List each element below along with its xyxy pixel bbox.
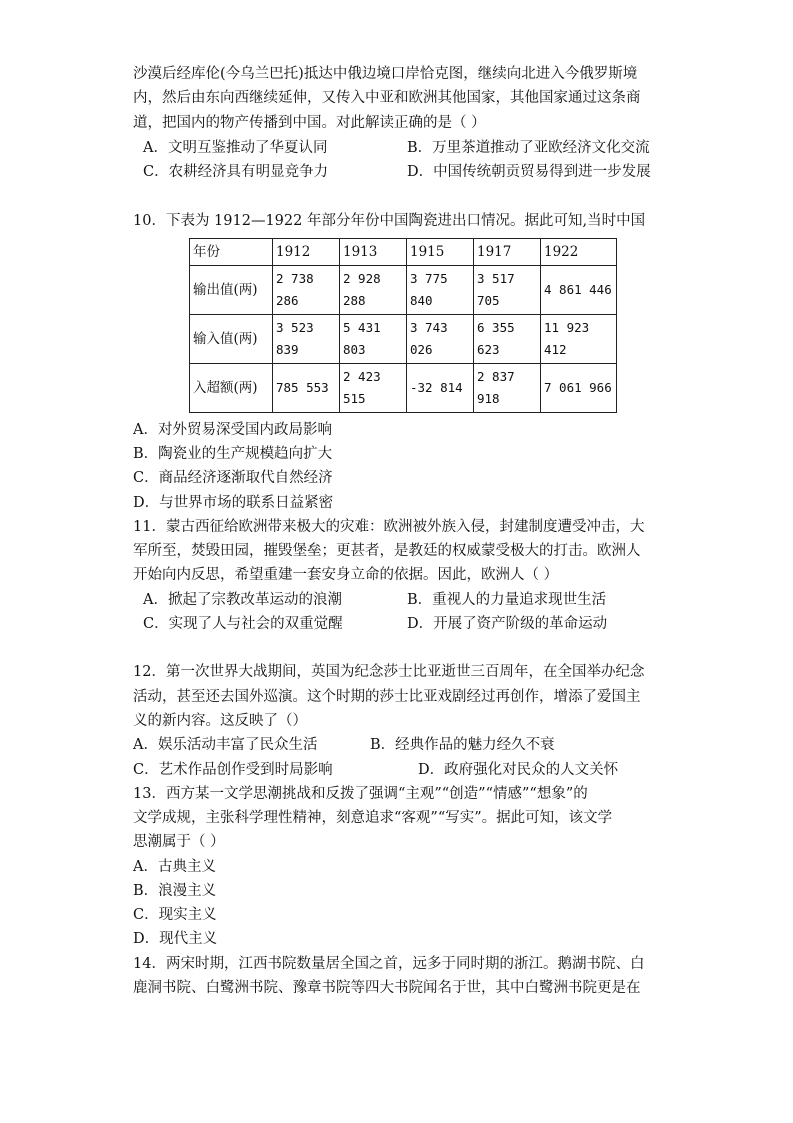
q11-option-d: D．开展了资产阶级的革命运动 [407, 616, 608, 632]
q12-line-3: 义的新内容。这反映了（） [133, 713, 307, 729]
q9-option-c: C．农耕经济具有明显竞争力 [143, 164, 329, 180]
table-row [190, 364, 617, 413]
table-cell: 2 738 286 [273, 266, 340, 315]
table-row [190, 266, 617, 315]
q9-option-d: D．中国传统朝贡贸易得到进一步发展 [407, 164, 651, 180]
table-cell: 4 861 446 [541, 266, 617, 315]
table-cell: -32 814 [407, 364, 474, 413]
q13-option-d: D．现代主义 [133, 931, 218, 947]
table-header-row [190, 239, 617, 266]
q13-line-1: 13．西方某一文学思潮挑战和反拨了强调“主观”“创造”“情感”“想象”的 [133, 786, 588, 802]
table-row [190, 315, 617, 364]
q9-option-a: A．文明互鉴推动了华夏认同 [143, 140, 328, 156]
table-header-cell: 年份 [190, 239, 273, 266]
table-header-cell: 1913 [340, 239, 407, 266]
row-label: 输出值(两) [190, 266, 273, 315]
q12-option-d: D．政府强化对民众的人文关怀 [418, 762, 619, 778]
table-cell: 785 553 [273, 364, 340, 413]
q10-option-d: D．与世界市场的联系日益紧密 [133, 495, 334, 511]
q14-line-1: 14．两宋时期，江西书院数量居全国之首，远多于同时期的浙江。鹅湖书院、白 [133, 956, 645, 972]
table-cell: 7 061 966 [541, 364, 617, 413]
porcelain-trade-table [189, 238, 617, 413]
q12-line-2: 活动，甚至还去国外巡演。这个时期的莎士比亚戏剧经过再创作，增添了爱国主 [133, 689, 641, 705]
q10-option-b: B．陶瓷业的生产规模趋向扩大 [133, 446, 333, 462]
q9-line-2: 内，然后由东向西继续延伸，又传入中亚和欧洲其他国家，其他国家通过这条商 [133, 90, 641, 106]
q10-stem: 10．下表为 1912—1922 年部分年份中国陶瓷进出口情况。据此可知,当时中国 [133, 213, 646, 229]
table-cell: 6 355 623 [474, 315, 541, 364]
row-label: 入超额(两) [190, 364, 273, 413]
table-header-cell: 1917 [474, 239, 541, 266]
q13-line-3: 思潮属于（ ） [133, 834, 225, 850]
table-cell: 3 523 839 [273, 315, 340, 364]
q14-line-2: 鹿洞书院、白鹭洲书院、豫章书院等四大书院闻名于世，其中白鹭洲书院更是在 [133, 980, 641, 996]
row-label: 输入值(两) [190, 315, 273, 364]
table-cell: 11 923 412 [541, 315, 617, 364]
table-cell: 2 928 288 [340, 266, 407, 315]
q13-option-b: B．浪漫主义 [133, 883, 217, 899]
q12-line-1: 12．第一次世界大战期间，英国为纪念莎士比亚逝世三百周年，在全国举办纪念 [133, 664, 645, 680]
q12-option-c: C．艺术作品创作受到时局影响 [133, 762, 333, 778]
table-cell: 3 743 026 [407, 315, 474, 364]
table-cell: 5 431 803 [340, 315, 407, 364]
table-cell: 3 775 840 [407, 266, 474, 315]
q13-option-c: C．现实主义 [133, 907, 217, 923]
q11-option-c: C．实现了人与社会的双重觉醒 [143, 616, 343, 632]
q10-option-a: A．对外贸易深受国内政局影响 [133, 422, 332, 438]
table-header-cell: 1922 [541, 239, 617, 266]
q11-option-a: A．掀起了宗教改革运动的浪潮 [143, 592, 342, 608]
table-header-cell: 1912 [273, 239, 340, 266]
q13-line-2: 文学成规，主张科学理性精神，刻意追求“客观”“写实”。据此可知，该文学 [133, 810, 613, 826]
q11-line-2: 军所至，焚毁田园，摧毁堡垒；更甚者，是教廷的权威蒙受极大的打击。欧洲人 [133, 543, 641, 559]
q11-option-b: B．重视人的力量追求现世生活 [407, 592, 607, 608]
table-header-cell: 1915 [407, 239, 474, 266]
q9-option-b: B．万里茶道推动了亚欧经济文化交流 [407, 140, 650, 156]
table-cell: 2 837 918 [474, 364, 541, 413]
q12-option-a: A．娱乐活动丰富了民众生活 [133, 737, 318, 753]
q9-line-1: 沙漠后经库伦(今乌兰巴托)抵达中俄边境口岸恰克图，继续向北进入今俄罗斯境 [133, 66, 638, 82]
q9-line-3: 道，把国内的物产传播到中国。对此解读正确的是（ ） [133, 115, 486, 131]
table-cell: 2 423 515 [340, 364, 407, 413]
table-cell: 3 517 705 [474, 266, 541, 315]
q10-option-c: C．商品经济逐渐取代自然经济 [133, 470, 333, 486]
q13-option-a: A．古典主义 [133, 859, 216, 875]
q12-option-b: B．经典作品的魅力经久不衰 [370, 737, 555, 753]
q11-line-3: 开始向内反思，希望重建一套安身立命的依据。因此，欧洲人（ ） [133, 567, 559, 583]
q11-line-1: 11．蒙古西征给欧洲带来极大的灾难：欧洲被外族入侵，封建制度遭受冲击，大 [133, 519, 645, 535]
